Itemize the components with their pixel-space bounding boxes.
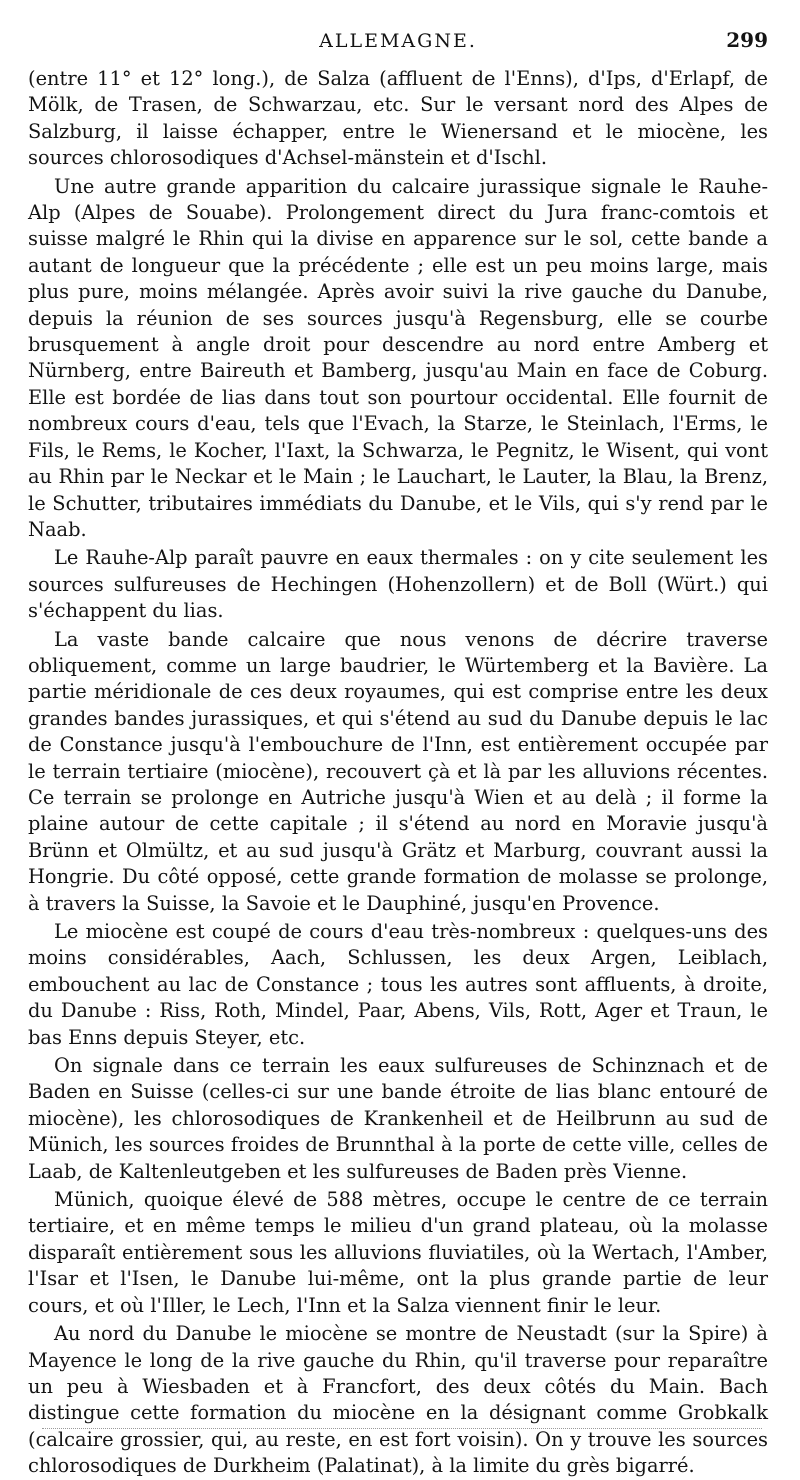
paragraph-miocene-rivers: Le miocène est coupé de cours d'eau très-nombreux : quelques-uns des moins considérables, Aach, Schlussen, les deux Argen, Leiblach, embouchent au lac de Constance ; tous les autres sont affluents, à droite, du Danube : Riss, Roth, Mindel, Paar, Abens, Vils, Rott, Ager et Traun, le bas Enns depuis Steyer, etc.	[28, 920, 768, 1049]
page-number: 299	[726, 28, 768, 52]
paragraph-rauhe-alp: Une autre grande apparition du calcaire jurassique signale le Rauhe-Alp (Alpes de Souabe). Prolongement direct du Jura franc-comtois et suisse malgré le Rhin qui la divise en apparence sur le sol, cette bande a autant de longueur que la précédente ; elle est un peu moins large, mais plus pure, moins mélangée. Après avoir suivi la rive gauche du Danube, depuis la réunion de ses sources jusqu'à Regensburg, elle se courbe brusquement à angle droit pour descendre au nord entre Amberg et Nürnberg, entre Baireuth et Bamberg, jusqu'au Main en face de Coburg. Elle est bordée de lias dans tout son pourtour occidental. Elle fournit de nombreux cours d'eau, tels que l'Evach, la Starze, le Steinlach, l'Erms, le Fils, le Rems, le Kocher, l'Iaxt, la Schwarza, le Pegnitz, le Wisent, qui vont au Rhin par le Neckar et le Main ; le Lauchart, le Lauter, la Blau, la Brenz, le Schutter, tributaires immédiats du Danube, et le Vils, qui s'y rend par le Naab.	[28, 174, 768, 541]
paragraph-munich: Münich, quoique élevé de 588 mètres, occupe le centre de ce terrain tertiaire, et en même temps le milieu d'un grand plateau, où la molasse disparaît entièrement sous les alluvions fluviatiles, où la Wertach, l'Amber, l'Isar et l'Isen, le Danube lui-même, ont la plus grande partie de leur cours, et où l'Iller, le Lech, l'Inn et la Salza viennent finir le leur.	[28, 1188, 768, 1317]
paragraph-thermal-waters: Le Rauhe-Alp paraît pauvre en eaux thermales : on y cite seulement les sources sulfureuses de Hechingen (Hohenzollern) et de Boll (Würt.) qui s'échappent du lias.	[28, 546, 768, 623]
paragraph-tertiary-band: La vaste bande calcaire que nous venons de décrire traverse obliquement, comme un large baudrier, le Würtemberg et la Bavière. La partie méridionale de ces deux royaumes, qui est comprise entre les deux grandes bandes jurassiques, et qui s'étend au sud du Danube depuis le lac de Constance jusqu'à l'embouchure de l'Inn, est entièrement occupée par le terrain tertiaire (miocène), recouvert çà et là par les alluvions récentes. Ce terrain se prolonge en Autriche jusqu'à Wien et au delà ; il forme la plaine autour de cette capitale ; il s'étend au nord en Moravie jusqu'à Brünn et Olmültz, et au sud jusqu'à Grätz et Marburg, couvrant aussi la Hongrie. Du côté opposé, cette grande formation de molasse se prolonge, à travers la Suisse, la Savoie et le Dauphiné, jusqu'en Provence.	[28, 627, 768, 915]
paragraph-continuation: (entre 11° et 12° long.), de Salza (affluent de l'Enns), d'Ips, d'Erlapf, de Mölk, de Trasen, de Schwarzau, etc. Sur le versant nord des Alpes de Salzburg, il laisse échapper, entre le Wienersand et le miocène, les sources chlorosodiques d'Achsel-mänstein et d'Ischl.	[28, 67, 768, 170]
book-page	[28, 0, 768, 1478]
page-header	[28, 0, 768, 50]
running-title: ALLEMAGNE.	[319, 30, 477, 52]
footer-dotted-rule	[42, 1428, 762, 1429]
body-text	[28, 66, 768, 1480]
paragraph-sulfurous-waters: On signale dans ce terrain les eaux sulfureuses de Schinznach et de Baden en Suisse (celles-ci sur une bande étroite de lias blanc entouré de miocène), les chlorosodiques de Krankenheil et de Heilbrunn au sud de Münich, les sources froides de Brunnthal à la porte de cette ville, celles de Laab, de Kaltenleutgeben et les sulfureuses de Baden près Vienne.	[28, 1054, 768, 1183]
paragraph-north-danube: Au nord du Danube le miocène se montre de Neustadt (sur la Spire) à Mayence le long de la rive gauche du Rhin, qu'il traverse pour reparaître un peu à Wiesbaden et à Francfort, des deux côtés du Main. Bach distingue cette formation du miocène en la désignant comme Grobkalk (calcaire grossier, qui, au reste, en est fort voisin). On y trouve les sources chlorosodiques de Durkheim (Palatinat), à la limite du grès bigarré.	[28, 1322, 768, 1478]
